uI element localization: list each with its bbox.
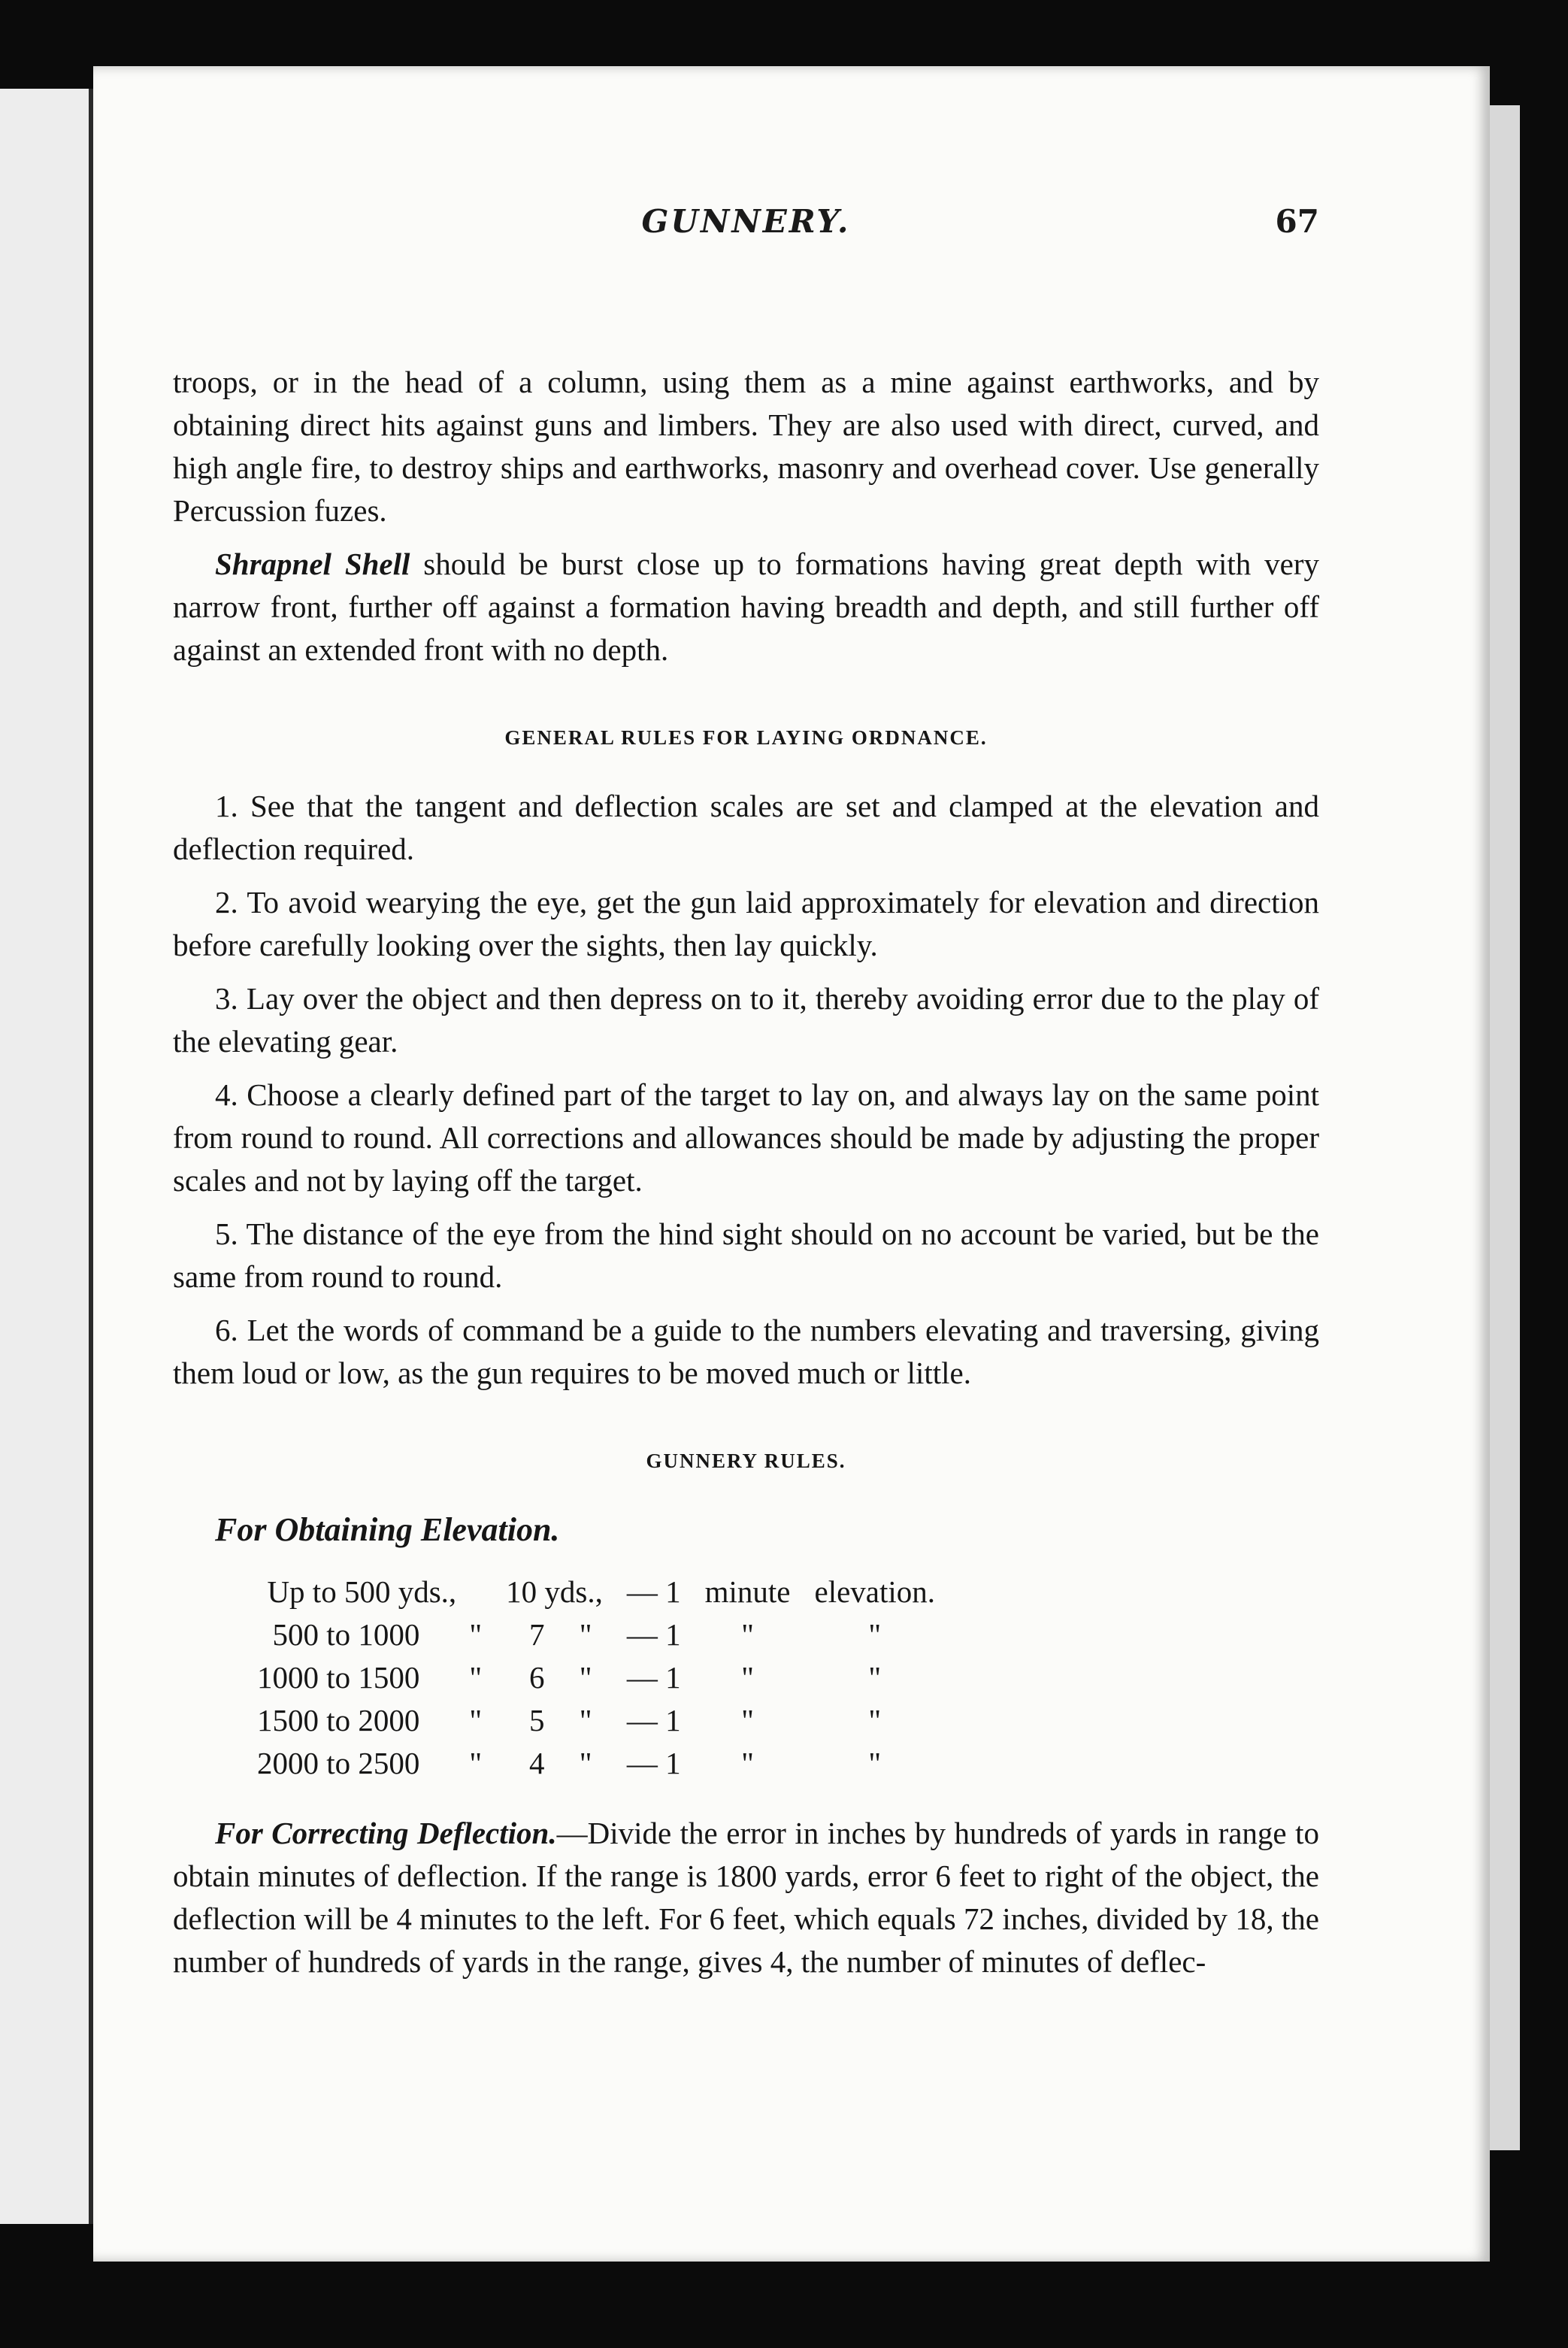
minute-count-cell: — 1	[626, 1574, 681, 1609]
ditto-mark: "	[579, 1660, 592, 1695]
ditto-mark: "	[868, 1660, 882, 1695]
elevation-subheading: For Obtaining Elevation.	[215, 1511, 560, 1548]
minute-count-cell: — 1	[626, 1660, 681, 1695]
ditto-mark: "	[469, 1746, 483, 1780]
ditto-mark: "	[741, 1703, 754, 1738]
ditto-mark: "	[868, 1746, 882, 1780]
range-cell: 2000 to 2500	[257, 1746, 420, 1780]
yards-cell: 5	[528, 1703, 545, 1738]
table-row	[245, 1656, 947, 1699]
yards-cell: 4	[528, 1746, 545, 1780]
table-row	[245, 1699, 947, 1742]
ditto-mark: "	[469, 1703, 483, 1738]
continuation-paragraph: troops, or in the head of a column, using them as a mine against earthworks, and by obtaining direct hits against guns and limbers. They are also used with direct, curved, and high angle fire, to destroy ships and earthworks, masonry and overhead cover. Use generally Percussion fuzes.	[173, 365, 1319, 528]
page-body	[173, 361, 1319, 1994]
table-row	[245, 1613, 947, 1656]
minute-count-cell: — 1	[626, 1617, 681, 1652]
ditto-mark: "	[469, 1617, 483, 1652]
range-cell: 500 to 1000	[272, 1617, 420, 1652]
laying-rule: 5. The distance of the eye from the hind sight should on no account be varied, but be the same from round to round.	[173, 1216, 1319, 1294]
range-cell: 1500 to 2000	[257, 1703, 420, 1738]
range-cell: Up to 500 yds.,	[267, 1574, 457, 1609]
elevation-table	[245, 1571, 947, 1785]
page-header	[173, 203, 1319, 256]
deflection-paragraph	[173, 1812, 1319, 1983]
ditto-mark: "	[579, 1703, 592, 1738]
laying-rules-heading: GENERAL RULES FOR LAYING ORDNANCE.	[504, 726, 988, 749]
yards-cell: 6	[528, 1660, 545, 1695]
deflection-term: For Correcting Deflection.	[215, 1816, 557, 1850]
shrapnel-text: should be burst close up to formations having great depth with very narrow front, further off against a formation having breadth and depth, and still further off against an extended front with no depth.	[173, 547, 1319, 667]
yards-cell: 7	[528, 1617, 545, 1652]
laying-rule: 2. To avoid wearying the eye, get the gun laid approximately for elevation and direction before carefully looking over the sights, then lay quickly.	[173, 885, 1319, 962]
page-stack-edge	[1490, 105, 1520, 2150]
ditto-mark: "	[469, 1660, 483, 1695]
table-row	[245, 1742, 947, 1785]
ditto-mark: "	[579, 1746, 592, 1780]
shrapnel-paragraph	[173, 543, 1319, 671]
laying-rule: 4. Choose a clearly defined part of the target to lay on, and always lay on the same point from round to round. All corrections and allowances should be made by adjusting the proper scales and not by laying off the target.	[173, 1077, 1319, 1198]
running-title: GUNNERY.	[641, 203, 851, 240]
minute-count-cell: — 1	[626, 1703, 681, 1738]
unit-cell: minute	[704, 1574, 791, 1609]
laying-rule: 3. Lay over the object and then depress on to it, thereby avoiding error due to the play of the elevating gear.	[173, 981, 1319, 1059]
table-row	[245, 1571, 947, 1613]
laying-rule: 1. See that the tangent and deflection scales are set and clamped at the elevation and deflection required.	[173, 789, 1319, 866]
effect-cell: elevation.	[814, 1574, 936, 1609]
ditto-mark: "	[579, 1617, 592, 1652]
minute-count-cell: — 1	[626, 1746, 681, 1780]
deflection-text: —Divide the error in inches by hundreds of yards in range to obtain minutes of deflection. If the range is 1800 yards, error 6 feet to right of the object, the deflection will be 4 minutes to the left. For 6 feet, which equals 72 inches, divided by 18, the number of hundreds of yards in the range, gives 4, the number of minutes of deflec-	[173, 1816, 1319, 1979]
yards-cell: 10 yds.,	[506, 1574, 603, 1609]
range-cell: 1000 to 1500	[257, 1660, 420, 1695]
gunnery-rules-heading: GUNNERY RULES.	[646, 1450, 846, 1472]
ditto-mark: "	[741, 1660, 754, 1695]
ditto-mark: "	[741, 1746, 754, 1780]
shrapnel-term: Shrapnel Shell	[215, 547, 410, 581]
page-number: 67	[1275, 203, 1319, 240]
adjacent-page-edge	[0, 89, 93, 2224]
ditto-mark: "	[868, 1617, 882, 1652]
ditto-mark: "	[868, 1703, 882, 1738]
laying-rule: 6. Let the words of command be a guide to the numbers elevating and traversing, giving them loud or low, as the gun requires to be moved much or little.	[173, 1313, 1319, 1390]
ditto-mark: "	[741, 1617, 754, 1652]
